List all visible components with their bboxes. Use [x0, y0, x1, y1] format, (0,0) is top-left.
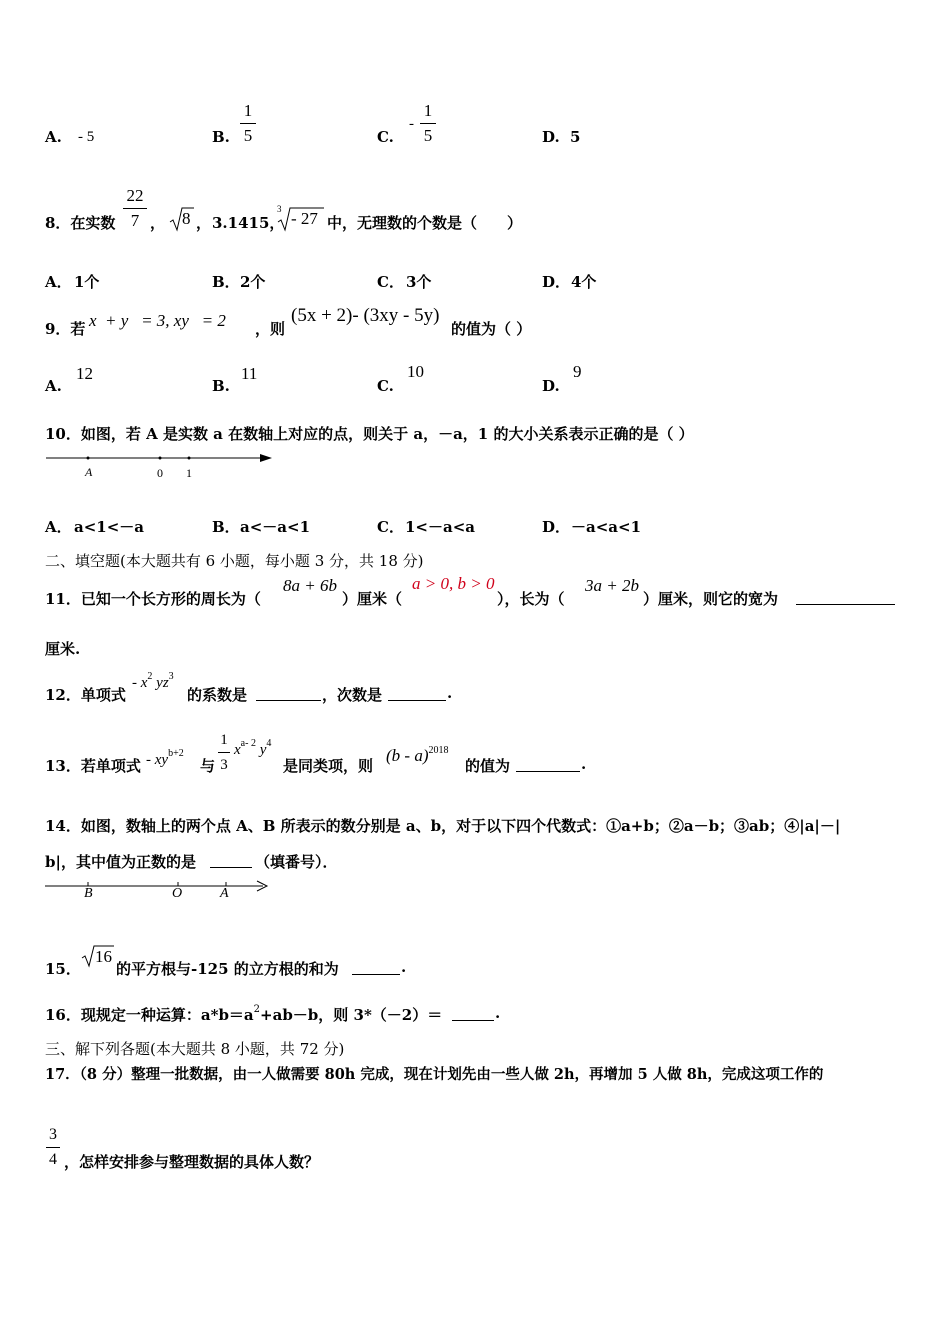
q13-power [386, 746, 448, 766]
q7-option-b-fraction [240, 100, 256, 147]
q8-fraction [123, 185, 147, 232]
q10-stem: 10．如图，若 A 是实数 a 在数轴上对应的点，则关于 a，－a，1 的大小关系表示正确的是（ ） [45, 425, 694, 443]
q8-option-b-label: B． [212, 273, 240, 291]
q8-option-a-label: A． [45, 273, 72, 291]
q15-radicand: 16 [95, 947, 112, 966]
q11-mid1: ）厘米（ [342, 590, 403, 608]
q8-option-d-label: D． [542, 273, 571, 291]
q7-option-c-fraction [420, 100, 436, 147]
q13-monomial-1-exponent: b+2 [168, 748, 184, 759]
q15-prefix: 15． [45, 960, 81, 978]
q14-line1: 14．如图，数轴上的两个点 A、B 所表示的数分别是 a、b，对于以下四个代数式：①a+b；②a－b；③ab；④|a|－| [45, 817, 841, 835]
q9-expression: (5x + 2)- (3xy - 5y) [291, 305, 440, 326]
q14-answer-blank[interactable] [210, 853, 252, 868]
q15-end: . [401, 958, 407, 976]
q11-perimeter: 8a + 6b [283, 576, 337, 595]
q9-option-b-value: 11 [241, 364, 258, 383]
q9-option-c-value: 10 [407, 362, 424, 381]
q8-decimal: 3.1415， [212, 214, 285, 232]
q9-option-b-label: B. [212, 377, 230, 395]
q12-prefix: 12．单项式 [45, 686, 126, 704]
q10-axis-label-zero: 0 [157, 466, 163, 480]
q13-power-base: (b - a) [386, 746, 429, 765]
q8-stem-suffix: 中，无理数的个数是（ ） [327, 214, 523, 232]
q13-monomial-1-base: - xy [146, 752, 169, 768]
fraction-denominator: 4 [49, 1151, 57, 1168]
q16-text-part-1: 16．现规定一种运算：a*b＝a [45, 1006, 254, 1024]
q12-monomial-yz: yz [152, 675, 169, 691]
q9-option-c-label: C. [377, 377, 394, 395]
q8-cbrt-radicand: - 27 [291, 209, 318, 228]
q12-degree-blank[interactable] [388, 686, 446, 701]
q16-answer-blank[interactable] [452, 1006, 494, 1021]
q12-monomial [132, 671, 174, 692]
q17-fraction [46, 1124, 60, 1171]
q10-axis-label-one: 1 [186, 466, 192, 480]
fraction-denominator: 5 [423, 126, 433, 145]
q11-line2: 厘米. [45, 640, 81, 658]
q15-answer-blank[interactable] [352, 960, 400, 975]
q11-mid2: ），长为（ [497, 590, 565, 608]
q17-line2: ，怎样安排参与整理数据的具体人数？ [64, 1153, 320, 1171]
q10-option-a-text: a<1<－a [74, 518, 145, 536]
q11-prefix: 11．已知一个长方形的周长为（ [45, 590, 261, 608]
q13-monomial-2-y: y [259, 742, 267, 758]
fraction-denominator: 7 [130, 211, 140, 230]
q15-text: 的平方根与-125 的立方根的和为 [116, 960, 339, 978]
q13-fraction [218, 729, 230, 776]
q10-option-b-text: a<－a<1 [240, 518, 311, 536]
q9-option-a-value: 12 [76, 364, 93, 383]
q9-middle: ，则 [255, 320, 286, 338]
fraction-numerator: 22 [126, 186, 144, 205]
q13-with: 与 [200, 757, 216, 775]
q16-text-part-2: +ab－b，则 3*（－2）＝ [260, 1006, 443, 1024]
q13-mid: 是同类项，则 [283, 757, 374, 775]
q8-separator-2: ， [196, 214, 212, 232]
q10-option-d-label: D． [542, 518, 571, 536]
fraction-numerator: 1 [243, 101, 253, 120]
q12-coefficient-blank[interactable] [256, 686, 321, 701]
q16-text [45, 1004, 442, 1025]
q9-stem-prefix: 9．若 [45, 320, 86, 338]
q10-option-d-text: －a<a<1 [571, 518, 642, 536]
q9-option-a-label: A. [45, 377, 62, 395]
q9-condition: x + y = 3, xy = 2 [89, 311, 226, 330]
q16-superscript: 2 [253, 1004, 261, 1015]
q9-stem-suffix: 的值为（ ） [451, 320, 532, 338]
fraction-denominator: 3 [220, 757, 228, 773]
q13-end: . [581, 755, 587, 773]
section-2-title: 二、填空题(本大题共有 6 小题，每小题 3 分，共 18 分) [45, 552, 424, 570]
q10-option-b-label: B． [212, 518, 240, 536]
q7-option-b-label: B. [212, 128, 230, 146]
q7-option-c-sign: - [409, 116, 414, 132]
q7-option-c-label: C. [377, 128, 394, 146]
q13-monomial-1 [146, 748, 184, 769]
fraction-denominator: 5 [243, 126, 253, 145]
q14-number-line [45, 878, 271, 898]
q13-monomial-2-x-exponent: a- 2 [240, 738, 256, 749]
q10-axis-label-a: A [85, 465, 93, 479]
q11-mid3: ）厘米，则它的宽为 [643, 590, 779, 608]
q14-line2-prefix: b|，其中值为正数的是 [45, 853, 196, 871]
q7-option-d-label: D. [542, 128, 560, 146]
q13-monomial-2-y-exponent: 4 [266, 738, 272, 749]
q8-option-d-text: 4个 [571, 273, 597, 291]
q7-option-a-value: - 5 [78, 129, 95, 145]
q12-mid2: ，次数是 [322, 686, 383, 704]
q9-option-d-label: D. [542, 377, 560, 395]
q12-exponent-1: 2 [147, 671, 153, 682]
q14-axis-label-a: A [220, 886, 229, 901]
q8-cbrt-index: 3 [277, 204, 282, 214]
q13-prefix: 13．若单项式 [45, 757, 141, 775]
section-3-title: 三、解下列各题(本大题共 8 小题，共 72 分) [45, 1040, 345, 1058]
q17-line1: 17．（8 分）整理一批数据，由一人做需要 80h 完成，现在计划先由一些人做 2h，再增加 5 人做 8h，完成这项工作的 [45, 1066, 824, 1083]
q7-option-d-value: 5 [570, 128, 581, 146]
q16-end: . [495, 1004, 501, 1022]
fraction-numerator: 1 [423, 101, 433, 120]
q8-option-b-text: 2个 [240, 273, 266, 291]
q10-option-c-text: 1<－a<a [405, 518, 476, 536]
q8-stem-prefix: 8．在实数 [45, 214, 116, 232]
q8-separator: ， [150, 214, 166, 232]
q8-option-c-label: C． [377, 273, 404, 291]
q12-mid: 的系数是 [187, 686, 248, 704]
q13-monomial-2 [234, 738, 272, 759]
q11-condition: a > 0, b > 0 [412, 574, 495, 593]
q13-answer-blank[interactable] [516, 757, 580, 772]
q11-answer-blank[interactable] [796, 590, 895, 605]
q9-option-d-value: 9 [573, 362, 582, 381]
q13-suffix: 的值为 [465, 757, 511, 775]
q8-option-a-text: 1个 [74, 273, 100, 291]
q7-option-a-label: A. [45, 128, 62, 146]
q10-option-a-label: A． [45, 518, 72, 536]
q12-end: . [447, 684, 453, 702]
q14-line2-suffix: （填番号）． [255, 853, 338, 871]
q14-axis-label-b: B [84, 886, 93, 901]
q12-exponent-2: 3 [168, 671, 174, 682]
q13-power-exponent: 2018 [428, 745, 449, 756]
q10-option-c-label: C． [377, 518, 404, 536]
q8-sqrt-radicand: 8 [182, 209, 191, 228]
q14-axis-label-o: O [172, 886, 183, 901]
q11-length: 3a + 2b [585, 576, 639, 595]
fraction-numerator: 3 [49, 1126, 57, 1143]
q12-monomial-x: - x [132, 675, 148, 691]
q8-option-c-text: 3个 [406, 273, 432, 291]
q13-monomial-2-x: x [234, 742, 241, 758]
fraction-numerator: 1 [220, 732, 228, 748]
